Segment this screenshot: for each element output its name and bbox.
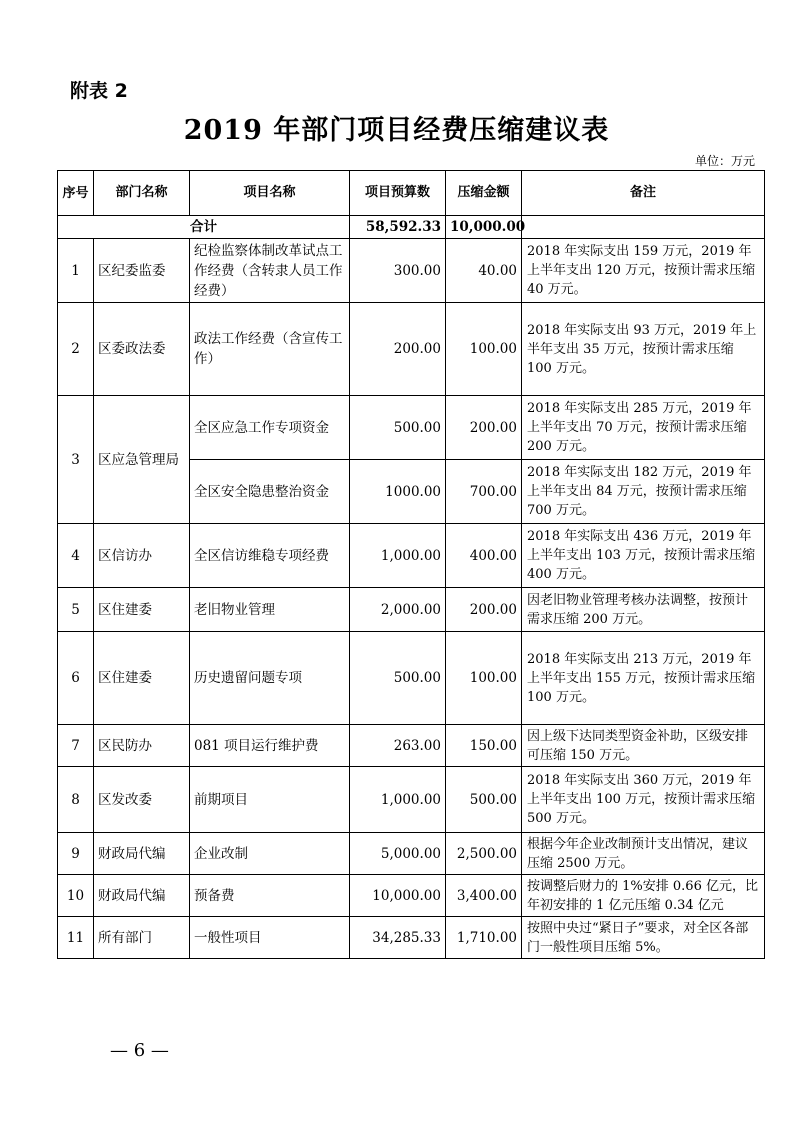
row-seq: 3 [58, 396, 94, 524]
row-note: 2018 年实际支出 436 万元，2019 年上半年支出 103 万元，按预计需求压缩 400 万元。 [522, 524, 765, 588]
row-seq: 7 [58, 725, 94, 767]
row-reduction: 700.00 [446, 460, 522, 524]
table-row [58, 632, 765, 725]
row-budget: 300.00 [350, 239, 446, 303]
row-seq: 1 [58, 239, 94, 303]
header-project: 项目名称 [190, 171, 350, 216]
table-row [58, 917, 765, 959]
table-row [58, 725, 765, 767]
total-note [522, 216, 765, 239]
row-project: 老旧物业管理 [190, 588, 350, 632]
annex-label: 附表 2 [70, 80, 128, 102]
row-dept: 区住建委 [94, 588, 190, 632]
row-dept: 区信访办 [94, 524, 190, 588]
row-reduction: 100.00 [446, 632, 522, 725]
row-budget: 500.00 [350, 632, 446, 725]
row-project: 081 项目运行维护费 [190, 725, 350, 767]
row-dept: 区应急管理局 [94, 396, 190, 524]
row-dept: 财政局代编 [94, 833, 190, 875]
row-project: 前期项目 [190, 767, 350, 833]
row-budget: 34,285.33 [350, 917, 446, 959]
header-reduction: 压缩金额 [446, 171, 522, 216]
row-reduction: 150.00 [446, 725, 522, 767]
row-note: 按照中央过“紧日子”要求，对全区各部门一般性项目压缩 5%。 [522, 917, 765, 959]
row-budget: 2,000.00 [350, 588, 446, 632]
row-note: 2018 年实际支出 213 万元，2019 年上半年支出 155 万元，按预计需求压缩 100 万元。 [522, 632, 765, 725]
document-title: 2019 年部门项目经费压缩建议表 [183, 115, 610, 146]
row-dept: 区发改委 [94, 767, 190, 833]
header-dept: 部门名称 [94, 171, 190, 216]
table-row [58, 833, 765, 875]
row-seq: 2 [58, 303, 94, 396]
table-row [58, 875, 765, 917]
row-dept: 区委政法委 [94, 303, 190, 396]
row-dept: 所有部门 [94, 917, 190, 959]
total-label: 合计 [58, 216, 350, 239]
row-reduction: 200.00 [446, 588, 522, 632]
row-project: 全区信访维稳专项经费 [190, 524, 350, 588]
row-project: 政法工作经费（含宣传工作） [190, 303, 350, 396]
header-seq: 序号 [58, 171, 94, 216]
row-note: 2018 年实际支出 360 万元，2019 年上半年支出 100 万元，按预计需求压缩 500 万元。 [522, 767, 765, 833]
total-row [58, 216, 765, 239]
row-reduction: 400.00 [446, 524, 522, 588]
row-note: 按调整后财力的 1%安排 0.66 亿元，比年初安排的 1 亿元压缩 0.34 亿元 [522, 875, 765, 917]
row-budget: 5,000.00 [350, 833, 446, 875]
row-budget: 263.00 [350, 725, 446, 767]
row-budget: 1,000.00 [350, 767, 446, 833]
page-number: — 6 — [110, 1040, 169, 1061]
table-row [58, 239, 765, 303]
row-budget: 200.00 [350, 303, 446, 396]
row-project: 全区安全隐患整治资金 [190, 460, 350, 524]
row-seq: 11 [58, 917, 94, 959]
row-reduction: 500.00 [446, 767, 522, 833]
row-reduction: 2,500.00 [446, 833, 522, 875]
row-reduction: 3,400.00 [446, 875, 522, 917]
row-project: 纪检监察体制改革试点工作经费（含转隶人员工作经费） [190, 239, 350, 303]
budget-table [57, 170, 765, 959]
row-note: 因老旧物业管理考核办法调整，按预计需求压缩 200 万元。 [522, 588, 765, 632]
row-note: 根据今年企业改制预计支出情况，建议压缩 2500 万元。 [522, 833, 765, 875]
row-reduction: 1,710.00 [446, 917, 522, 959]
row-note: 2018 年实际支出 285 万元，2019 年上半年支出 70 万元，按预计需求压缩 200 万元。 [522, 396, 765, 460]
row-note: 2018 年实际支出 159 万元，2019 年上半年支出 120 万元，按预计需求压缩 40 万元。 [522, 239, 765, 303]
row-seq: 4 [58, 524, 94, 588]
row-project: 一般性项目 [190, 917, 350, 959]
header-budget: 项目预算数 [350, 171, 446, 216]
row-seq: 9 [58, 833, 94, 875]
row-dept: 财政局代编 [94, 875, 190, 917]
row-note: 2018 年实际支出 93 万元，2019 年上半年支出 35 万元，按预计需求压缩 100 万元。 [522, 303, 765, 396]
row-budget: 500.00 [350, 396, 446, 460]
row-budget: 10,000.00 [350, 875, 446, 917]
row-note: 因上级下达同类型资金补助，区级安排可压缩 150 万元。 [522, 725, 765, 767]
table-row [58, 588, 765, 632]
row-seq: 10 [58, 875, 94, 917]
row-reduction: 200.00 [446, 396, 522, 460]
row-note: 2018 年实际支出 182 万元，2019 年上半年支出 84 万元，按预计需求压缩 700 万元。 [522, 460, 765, 524]
header-row [58, 171, 765, 216]
row-seq: 6 [58, 632, 94, 725]
row-project: 全区应急工作专项资金 [190, 396, 350, 460]
row-reduction: 100.00 [446, 303, 522, 396]
row-dept: 区民防办 [94, 725, 190, 767]
table-row [58, 396, 765, 460]
table-row [58, 524, 765, 588]
row-seq: 8 [58, 767, 94, 833]
total-budget: 58,592.33 [350, 216, 446, 239]
row-project: 历史遗留问题专项 [190, 632, 350, 725]
header-note: 备注 [522, 171, 765, 216]
table-row [58, 303, 765, 396]
row-dept: 区纪委监委 [94, 239, 190, 303]
unit-label: 单位：万元 [694, 154, 755, 168]
row-project: 企业改制 [190, 833, 350, 875]
row-seq: 5 [58, 588, 94, 632]
row-dept: 区住建委 [94, 632, 190, 725]
row-budget: 1,000.00 [350, 524, 446, 588]
row-budget: 1000.00 [350, 460, 446, 524]
row-project: 预备费 [190, 875, 350, 917]
total-reduction: 10,000.00 [446, 216, 522, 239]
row-reduction: 40.00 [446, 239, 522, 303]
table-row [58, 767, 765, 833]
